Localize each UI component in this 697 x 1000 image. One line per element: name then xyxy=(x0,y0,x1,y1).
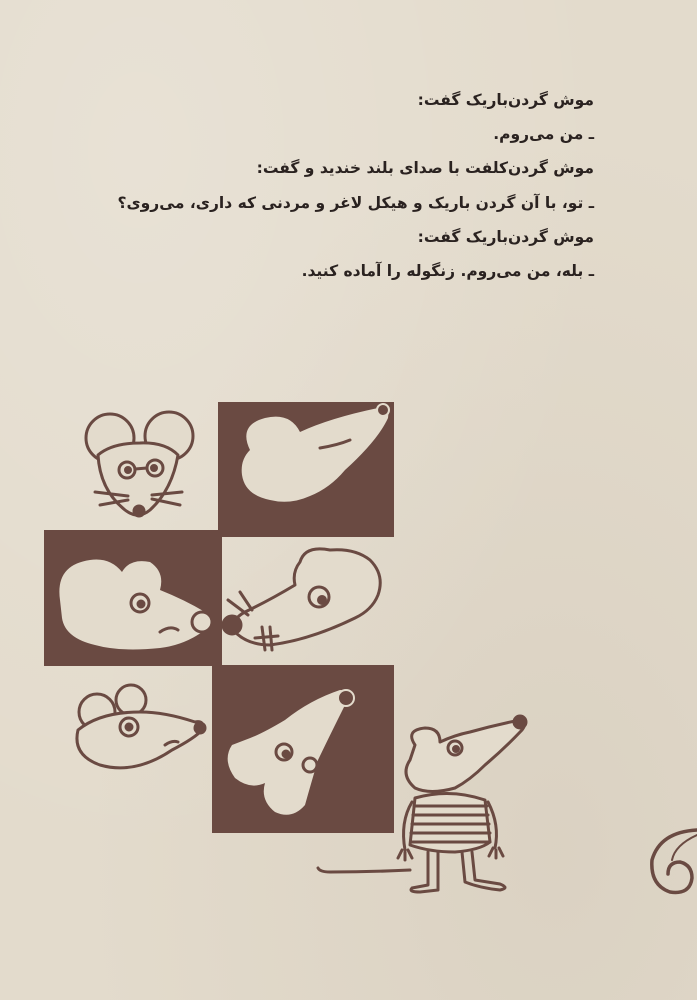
mouse-bottom-left xyxy=(77,685,205,768)
story-line-6: ـ بله، من می‌روم. زنگوله را آماده کنید. xyxy=(301,261,594,280)
mouse-with-glasses xyxy=(86,412,193,516)
story-line-1: موش گردن‌باریک گفت: xyxy=(417,91,594,109)
story-line-3: موش گردن‌کلفت با صدای بلند خندید و گفت: xyxy=(256,159,594,178)
mouse-center xyxy=(223,549,380,650)
story-line-5: موش گردن‌باریک گفت: xyxy=(417,227,594,246)
story-line-2: ـ من می‌روم. xyxy=(493,125,594,144)
story-line-4: ـ تو، با آن گردن باریک و هیکل لاغر و مردنی که داری، می‌روی؟ xyxy=(117,193,594,212)
page-ornament xyxy=(652,830,697,892)
